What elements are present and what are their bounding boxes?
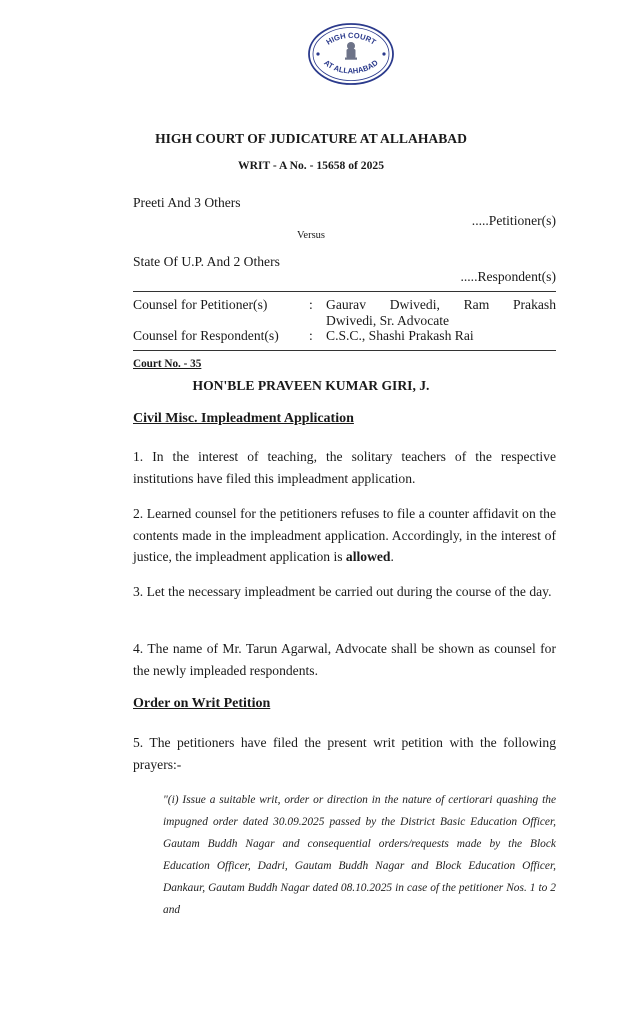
high-court-logo: [306, 22, 396, 86]
petitioner-counsel-label: Counsel for Petitioner(s): [133, 297, 268, 312]
judge-name: HON'BLE PRAVEEN KUMAR GIRI, J.: [192, 378, 430, 393]
divider-top: [133, 291, 556, 292]
court-number: Court No. - 35: [133, 358, 202, 370]
prayer-quote: "(i) Issue a suitable writ, order or direction in the nature of certiorari quashing the impugned order dated 30.09.2025 passed by the District Basic Education Officer, Gautam Buddh Nagar and consequential orders/requests made by the Block Education Officer, Dadri, Gautam Buddh Nagar and Block Education Officer, Dankaur, Gautam Buddh Nagar dated 08.10.2025 in case of the petitioner Nos. 1 to 2 and: [163, 794, 556, 916]
logo-top-text: HIGH COURT: [324, 30, 378, 47]
impleadment-heading: Civil Misc. Impleadment Application: [133, 411, 354, 426]
petitioner-name: Preeti And 3 Others: [133, 195, 241, 210]
respondent-counsel-label: Counsel for Respondent(s): [133, 328, 279, 343]
respondent-role: .....Respondent(s): [460, 269, 556, 284]
paragraph-4: 4. The name of Mr. Tarun Agarwal, Advocate shall be shown as counsel for the newly impleaded respondents.: [133, 641, 556, 678]
paragraph-2: [133, 503, 556, 568]
logo-bottom-text: AT ALLAHABAD: [322, 58, 380, 76]
logo-dot-right: [382, 52, 385, 55]
paragraph-2-end: .: [390, 549, 394, 564]
writ-petition-heading: Order on Writ Petition: [133, 696, 271, 711]
petitioner-role: .....Petitioner(s): [471, 213, 556, 228]
respondent-counsel-value: C.S.C., Shashi Prakash Rai: [326, 328, 474, 343]
paragraph-3: 3. Let the necessary impleadment be carried out during the course of the day.: [133, 584, 552, 599]
respondent-name: State Of U.P. And 2 Others: [133, 254, 280, 269]
paragraph-2-allowed: allowed: [345, 549, 391, 564]
versus-label: Versus: [297, 230, 325, 241]
paragraph-1: 1. In the interest of teaching, the solitary teachers of the respective institutions have filed this impleadment application.: [133, 449, 556, 486]
petitioner-counsel-line1: Gaurav Dwivedi, Ram Prakash: [326, 297, 556, 312]
paragraph-5: 5. The petitioners have filed the present writ petition with the following prayers:-: [133, 735, 556, 772]
petitioner-counsel-value: [326, 297, 556, 329]
court-title: HIGH COURT OF JUDICATURE AT ALLAHABAD: [155, 131, 467, 146]
paragraph-2-text: 2. Learned counsel for the petitioners refuses to file a counter affidavit on the contents made in the impleadment application. Accordingly, in the interest of justice, the impleadment application is: [133, 506, 556, 564]
logo-dot-left: [316, 52, 319, 55]
case-number: WRIT - A No. - 15658 of 2025: [237, 159, 384, 172]
petitioner-counsel-colon: :: [309, 297, 313, 312]
petitioner-counsel-line2: Dwivedi, Sr. Advocate: [326, 313, 450, 328]
respondent-counsel-colon: :: [309, 328, 313, 343]
divider-bottom: [133, 350, 556, 351]
